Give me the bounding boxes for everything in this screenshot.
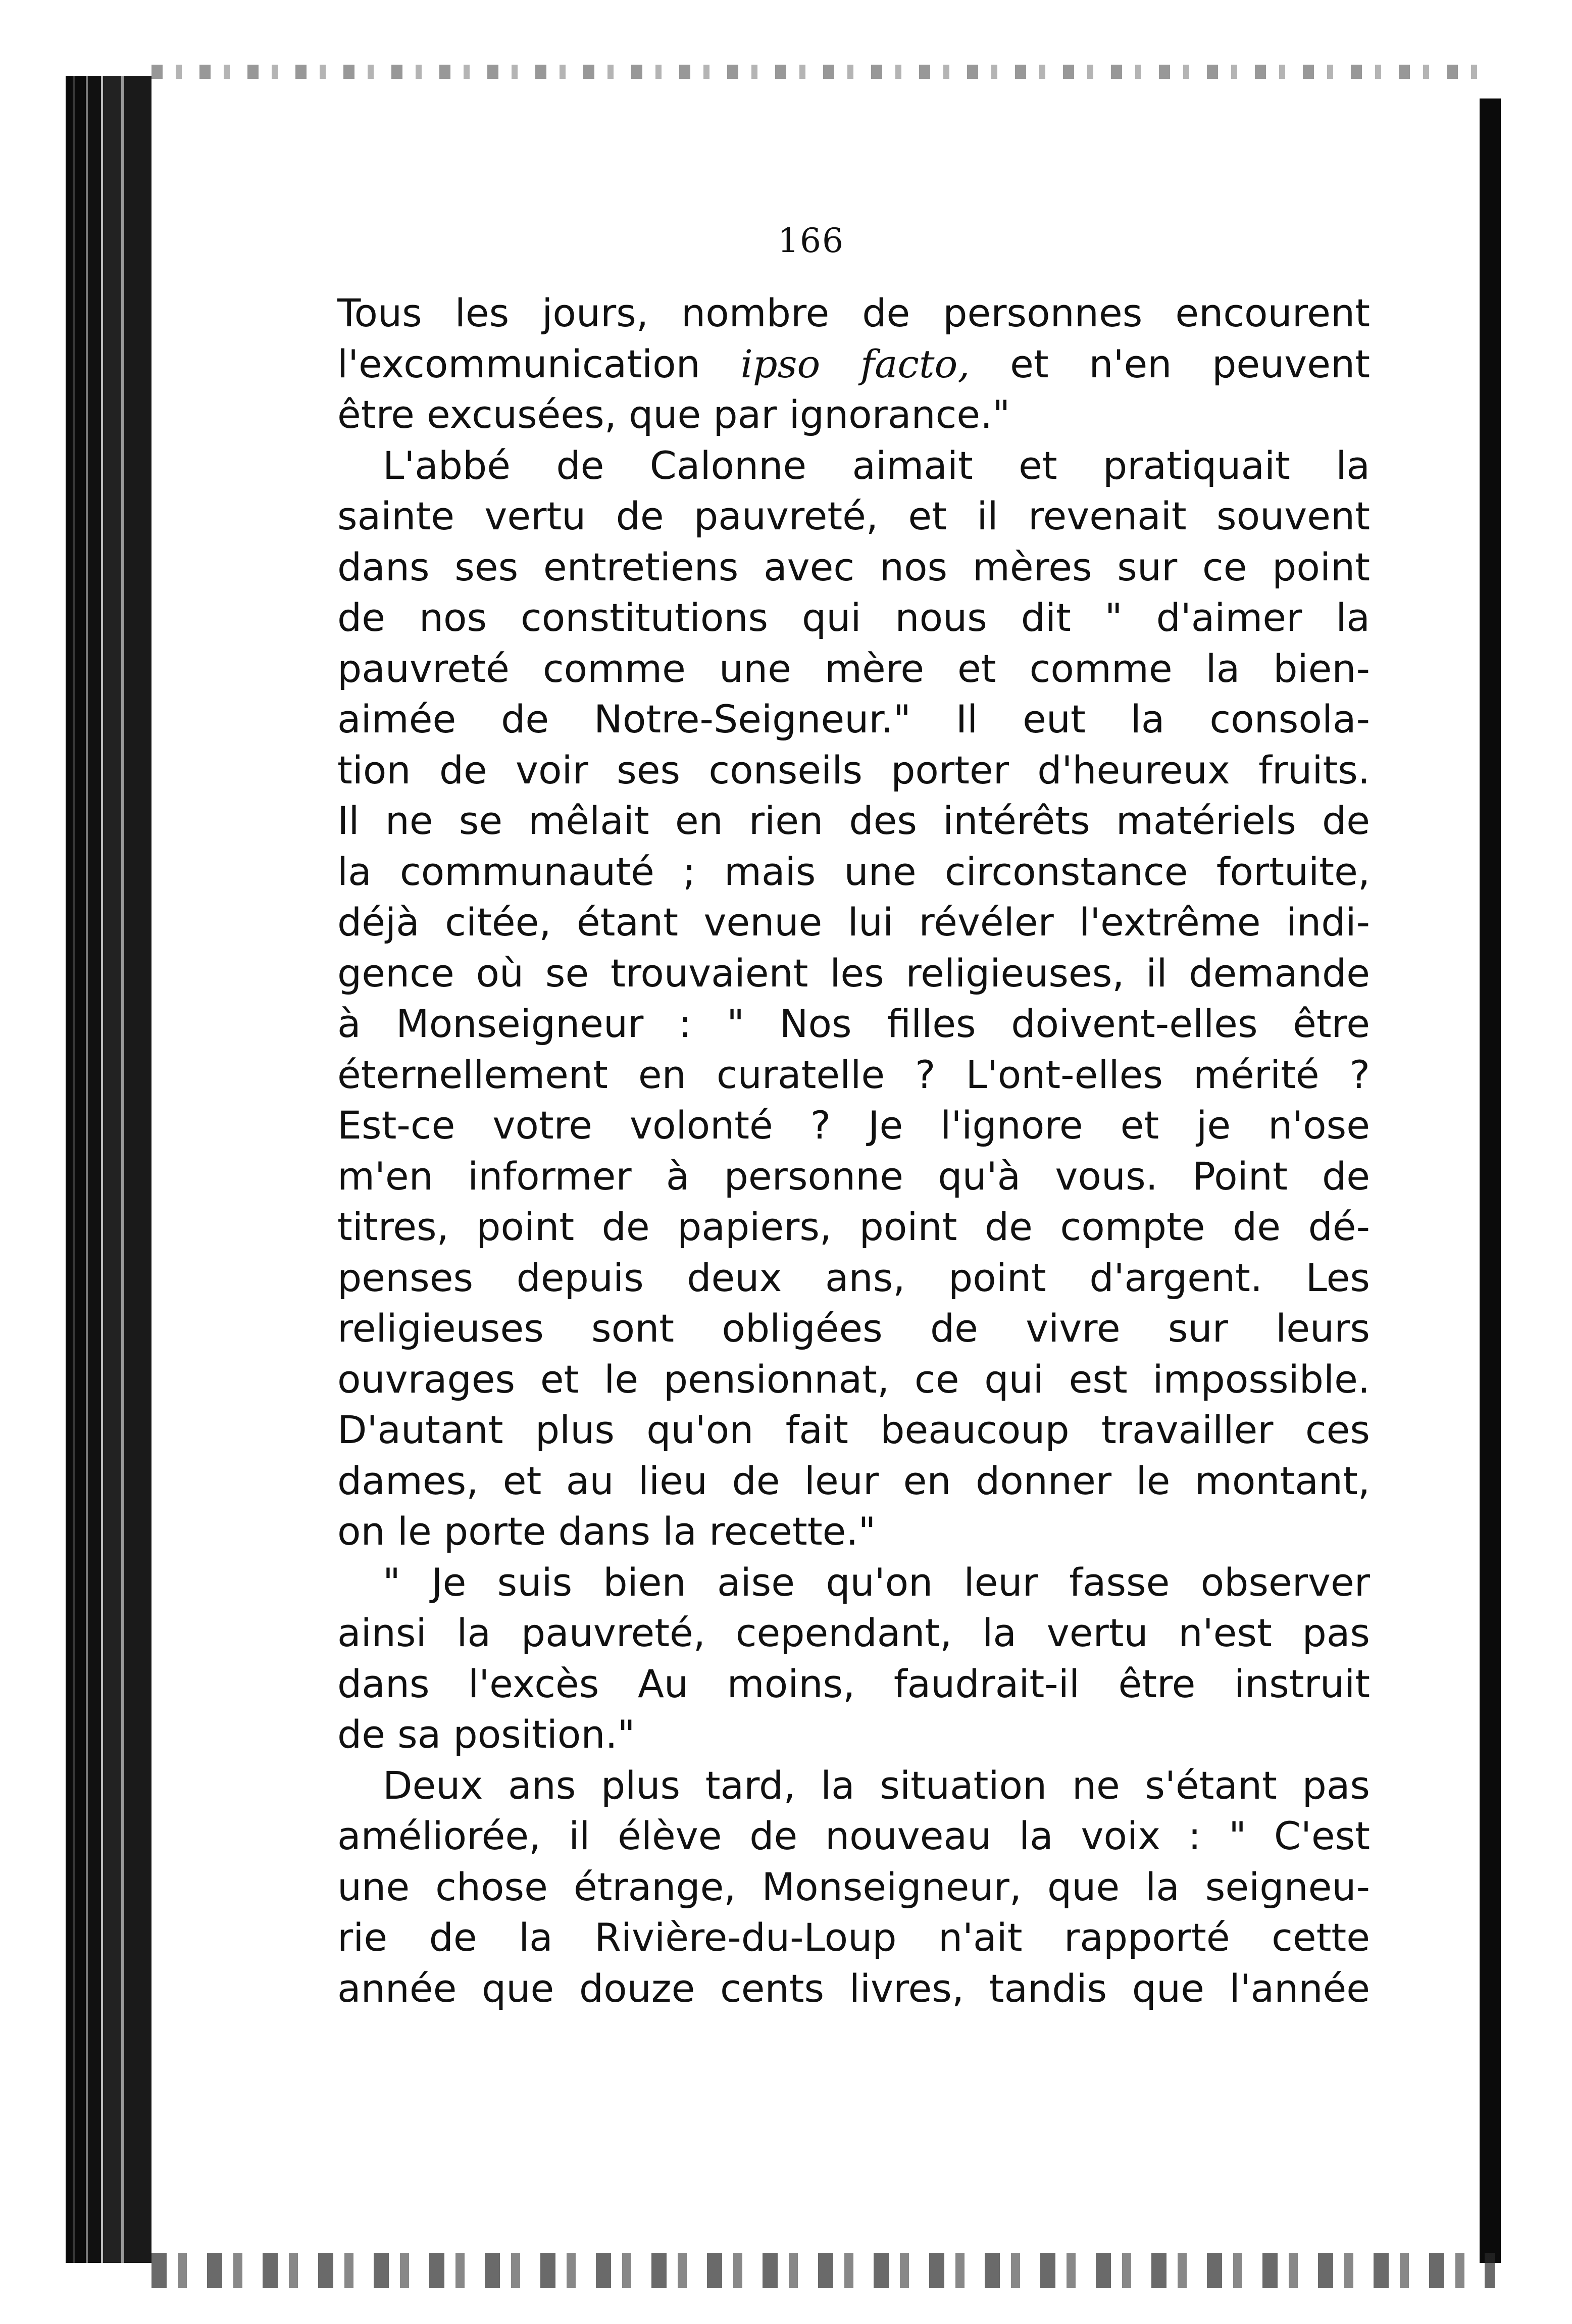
page-number: 166: [778, 221, 844, 260]
text-line: améliorée, il élève de nouveau la voix : " C'est: [337, 1813, 1370, 1858]
binding-edge-left: [66, 76, 151, 2263]
text-line: religieuses sont obligées de vivre sur leurs: [337, 1306, 1370, 1351]
text-line: dans ses entretiens avec nos mères sur ce point: [337, 544, 1370, 589]
text-line: année que douze cents livres, tandis que l'année: [337, 1965, 1370, 2011]
text-line: Est-ce votre volonté ? Je l'ignore et je n'ose: [337, 1103, 1370, 1148]
binding-edge-right: [1480, 98, 1501, 2263]
text-line: ainsi la pauvreté, cependant, la vertu n'est pas: [337, 1610, 1370, 1655]
text-line: éternellement en curatelle ? L'ont-elles mérité ?: [337, 1052, 1370, 1097]
text-line: une chose étrange, Monseigneur, que la seigneu-: [337, 1864, 1370, 1909]
text-line: penses depuis deux ans, point d'argent. Les: [337, 1255, 1370, 1300]
paragraph-start-line: Deux ans plus tard, la situation ne s'étant pas: [383, 1762, 1370, 1808]
text-line-end: et n'en peuvent: [970, 341, 1371, 386]
text-line: de nos constitutions qui nous dit " d'aimer la: [337, 595, 1370, 640]
text-line: dames, et au lieu de leur en donner le montant,: [337, 1458, 1370, 1503]
text-line: m'en informer à personne qu'à vous. Point de: [337, 1153, 1370, 1199]
text-line: [337, 339, 1370, 390]
text-line: déjà citée, étant venue lui révéler l'extrême indi-: [337, 900, 1370, 945]
text-line: titres, point de papiers, point de compte de dé-: [337, 1204, 1370, 1249]
scan-edge-top: [151, 65, 1485, 79]
text-line: sainte vertu de pauvreté, et il revenait souvent: [337, 493, 1370, 538]
text-line: tion de voir ses conseils porter d'heureux fruits.: [337, 747, 1370, 793]
text-line: la communauté ; mais une circonstance fortuite,: [337, 849, 1370, 894]
text-line: D'autant plus qu'on fait beaucoup travailler ces: [337, 1407, 1370, 1452]
text-line: gence où se trouvaient les religieuses, il demande: [337, 950, 1370, 996]
paragraph-start-line: " Je suis bien aise qu'on leur fasse observer: [383, 1559, 1370, 1605]
text-line: Tous les jours, nombre de personnes encourent: [337, 290, 1370, 335]
text-line: rie de la Rivière-du-Loup n'ait rapporté cette: [337, 1915, 1370, 1960]
text-line: Il ne se mêlait en rien des intérêts matériels de: [337, 798, 1370, 843]
text-line: être excusées, que par ignorance.": [337, 392, 1010, 437]
scan-edge-bottom: [151, 2253, 1495, 2288]
text-line: on le porte dans la recette.": [337, 1509, 876, 1554]
text-line: dans l'excès Au moins, faudrait-il être instruit: [337, 1661, 1370, 1706]
text-line-start: l'excommunication: [337, 341, 741, 386]
paragraph-start-line: L'abbé de Calonne aimait et pratiquait la: [383, 442, 1370, 488]
text-line: ouvrages et le pensionnat, ce qui est impossible.: [337, 1356, 1370, 1402]
text-line: aimée de Notre-Seigneur." Il eut la consola-: [337, 697, 1370, 741]
text-line: de sa position.": [337, 1712, 635, 1757]
text-line: pauvreté comme une mère et comme la bien-: [337, 646, 1370, 691]
italic-phrase: ipso facto,: [740, 341, 970, 386]
text-line: à Monseigneur : " Nos filles doivent-elles être: [337, 1001, 1370, 1046]
body-text: [337, 288, 1370, 2014]
